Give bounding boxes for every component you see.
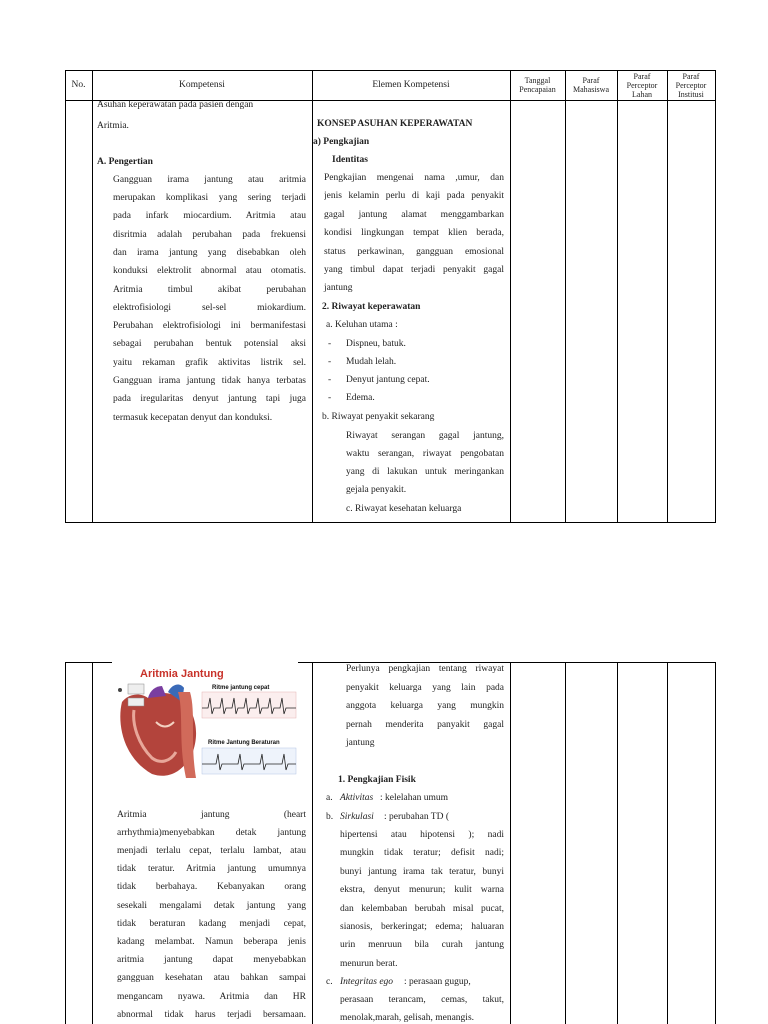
- aktivitas-label: Aktivitas: [340, 793, 374, 803]
- sirkulasi-first: : perubahan TD (: [384, 812, 449, 822]
- table1-col-line: [667, 70, 668, 523]
- sirkulasi-line: hipertensi atau hipotensi ); nadi: [340, 830, 504, 840]
- aritmia-line: aritmia jantung dapat menyebabkan: [117, 955, 306, 965]
- aritmia-line: tidak berbahaya. Kebanyakan orang: [117, 882, 306, 892]
- keluarga-line: jantung: [346, 738, 375, 748]
- header-paraf-lahan: [617, 70, 667, 100]
- kompetensi-intro-line: Asuhan keperawatan pada pasien dengan: [97, 100, 254, 110]
- keluarga-line: Perlunya pengkajian tentang riwayat: [346, 664, 504, 674]
- pengertian-line: yaitu rekaman grafik aktivitas listrik sel.: [113, 358, 306, 368]
- header-paraf-mahasiswa-line: Paraf: [582, 76, 600, 85]
- header-no: No.: [71, 79, 86, 90]
- sirkulasi-line: bunyi jantung irama tak teratur, bunyi: [340, 867, 504, 877]
- pengertian-line: sebagai perubahan bentuk potensial aksi: [113, 339, 306, 349]
- identitas-line: yang timbul dapat terjadi penyakit gagal: [324, 265, 504, 275]
- header-paraf-mahasiswa: [565, 70, 617, 100]
- sirkulasi-line: mungkin tidak teratur; defisit nadi;: [340, 848, 504, 858]
- pengertian-line: elektrofisiologi sel-sel miokardium.: [113, 303, 306, 313]
- integritas-ego-label: Integritas ego: [340, 977, 394, 987]
- ecg-regular-panel: [202, 748, 296, 774]
- heart-ecg-illustration: [112, 662, 298, 782]
- header-paraf-lahan-line: Paraf: [633, 71, 651, 81]
- header-tanggal-line: Pencapaian: [519, 85, 556, 94]
- pengkajian-heading: a) Pengkajian: [313, 137, 370, 147]
- table1-col-line: [715, 70, 716, 523]
- riwayat-sekarang-heading: b. Riwayat penyakit sekarang: [322, 412, 435, 422]
- riwayat-sekarang-line: gejala penyakit.: [346, 485, 407, 495]
- pengertian-line: pada iregularitas denyut jantung tapi juga: [113, 394, 306, 404]
- bullet-dash: -: [328, 339, 332, 349]
- identitas-heading: Identitas: [332, 155, 368, 165]
- aritmia-line: arrhythmia)menyebabkan detak jantung: [117, 828, 306, 838]
- ecg-fast-label: Ritme jantung cepat: [212, 685, 270, 691]
- keluarga-line: anggota keluarga yang mungkin: [346, 701, 504, 711]
- identitas-line: kondisi lingkungan tempat klien berada,: [324, 228, 504, 238]
- pengertian-line: Perubahan elektrofisiologi ini bermanifestasi: [113, 321, 306, 331]
- integritas-ego-line: menolak,marah, gelisah, menangis.: [340, 1013, 475, 1023]
- pengertian-line: Gangguan irama jantung tidak hanya terbatas: [113, 376, 306, 386]
- riwayat-keluarga-heading: c. Riwayat kesehatan keluarga: [346, 504, 462, 514]
- header-tanggal-line: Tanggal: [524, 76, 551, 85]
- sirkulasi-line: sianosis, berkeringat; edema; haluaran: [340, 922, 504, 932]
- keluarga-line: penyakit keluarga yang lain pada: [346, 683, 504, 693]
- pengertian-line: Gangguan irama jantung atau aritmia: [113, 175, 306, 185]
- aritmia-line: tidak beraturan kadang menjadi cepat,: [117, 919, 306, 929]
- table2-col-line: [617, 662, 618, 1024]
- riwayat-sekarang-line: yang di lakukan untuk meringankan: [346, 467, 504, 477]
- riwayat-heading: 2. Riwayat keperawatan: [322, 302, 421, 312]
- aktivitas-text: : kelelahan umum: [380, 793, 449, 803]
- header-paraf-lahan-line: Lahan: [632, 89, 652, 99]
- identitas-line: Pengkajian mengenai nama ,umur, dan: [324, 173, 504, 183]
- keluhan-item: Denyut jantung cepat.: [346, 375, 430, 385]
- sirkulasi-line: menurun berat.: [340, 959, 398, 969]
- bullet-dash: -: [328, 393, 332, 403]
- item-marker-a: a.: [326, 793, 333, 803]
- sirkulasi-line: dan kelembaban berubah misal pucat,: [340, 904, 504, 914]
- header-paraf-lahan-line: Perceptor: [626, 80, 658, 90]
- table1-col-line: [65, 70, 66, 523]
- table2-col-line: [510, 662, 511, 1024]
- bullet-dash: -: [328, 375, 332, 385]
- header-paraf-institusi-line: Institusi: [678, 89, 704, 99]
- integritas-ego-line: perasaan terancam, cemas, takut,: [340, 995, 504, 1005]
- aritmia-line: kadang melambat. Namun beberapa jenis: [117, 937, 306, 947]
- sirkulasi-label: Sirkulasi: [340, 812, 374, 822]
- konsep-heading: KONSEP ASUHAN KEPERAWATAN: [317, 119, 473, 129]
- header-elemen-kompetensi: Elemen Kompetensi: [372, 79, 450, 90]
- identitas-line: gagal jantung alamat menggambarkan: [324, 210, 504, 220]
- item-marker-b: b.: [326, 812, 334, 822]
- kompetensi-intro-line: Aritmia.: [97, 121, 129, 131]
- item-marker-c: c.: [326, 977, 333, 987]
- header-paraf-institusi: [667, 70, 715, 100]
- table2-col-line: [715, 662, 716, 1024]
- aritmia-line: sesekali mengalami detak jantung yang: [117, 901, 306, 911]
- riwayat-sekarang-line: waktu serangan, riwayat pengobatan: [346, 449, 504, 459]
- table1-col-line: [510, 70, 511, 523]
- figure-title: Aritmia Jantung: [140, 668, 224, 680]
- keluhan-heading: a. Keluhan utama :: [326, 320, 398, 330]
- integritas-ego-first: : perasaan gugup,: [404, 977, 471, 987]
- pengertian-line: Aritmia timbul akibat perubahan: [113, 285, 306, 295]
- identitas-line: jenis kelamin perlu di kaji pada penyakit: [324, 191, 504, 201]
- pengertian-line: disritmia adalah perubahan pada frekuensi: [113, 230, 306, 240]
- header-paraf-institusi-line: Perceptor: [675, 80, 707, 90]
- aritmia-line: abnormal tidak harus terjadi bersamaan.: [117, 1010, 306, 1020]
- table1-col-line: [565, 70, 566, 523]
- keluhan-item: Dispneu, batuk.: [346, 339, 406, 349]
- pengertian-line: dan irama jantung yang disebabkan oleh: [113, 248, 306, 258]
- aritmia-line: Aritmia jantung (heart: [117, 810, 306, 820]
- aritmia-jantung-figure: [112, 662, 298, 782]
- aritmia-line: mengancam nyawa. Aritmia dan HR: [117, 992, 306, 1002]
- riwayat-sekarang-line: Riwayat serangan gagal jantung,: [346, 431, 504, 441]
- aritmia-line: gangguan kesehatan atau bahkan sampai: [117, 973, 306, 983]
- sirkulasi-line: ekstra, denyut menurun; kulit warna: [340, 885, 504, 895]
- header-paraf-mahasiswa-line: Mahasiswa: [573, 85, 609, 94]
- ecg-regular-label: Ritme Jantung Beraturan: [208, 740, 280, 746]
- aritmia-line: tidak teratur. Aritmia jantung umumnya: [117, 864, 306, 874]
- aritmia-line: menjadi terlalu cepat, terlalu lambat, atau: [117, 846, 306, 856]
- table2-col-line: [92, 662, 93, 1024]
- keluhan-item: Edema.: [346, 393, 375, 403]
- bullet-dash: -: [328, 357, 332, 367]
- table2-col-line: [667, 662, 668, 1024]
- table1-col-line: [617, 70, 618, 523]
- table2-col-line: [65, 662, 66, 1024]
- pengertian-line: konduksi elektrolit abnormal atau otomatis.: [113, 266, 306, 276]
- ecg-fast-panel: [202, 692, 296, 718]
- table1-bottom-border: [65, 522, 716, 523]
- pengertian-line: pada infark miocardium. Aritmia atau: [113, 211, 306, 221]
- table2-col-line: [565, 662, 566, 1024]
- header-kompetensi: Kompetensi: [179, 79, 225, 90]
- pengertian-line: merupakan komplikasi yang sering terjadi: [113, 193, 306, 203]
- sirkulasi-line: urin menruun bila curah jantung: [340, 940, 504, 950]
- table2-col-line: [312, 662, 313, 1024]
- identitas-line: jantung: [324, 283, 353, 293]
- pengertian-line: termasuk kecepatan denyut dan konduksi.: [113, 413, 273, 423]
- identitas-line: status perkawinan, gangguan emosional: [324, 247, 504, 257]
- pengkajian-fisik-heading: 1. Pengkajian Fisik: [338, 775, 416, 785]
- header-tanggal: [510, 70, 565, 100]
- keluarga-line: pernah menderita panyakit gagal: [346, 720, 504, 730]
- pengertian-heading: A. Pengertian: [97, 157, 153, 167]
- header-paraf-institusi-line: Paraf: [682, 71, 700, 81]
- keluhan-item: Mudah lelah.: [346, 357, 397, 367]
- table1-col-line: [92, 70, 93, 523]
